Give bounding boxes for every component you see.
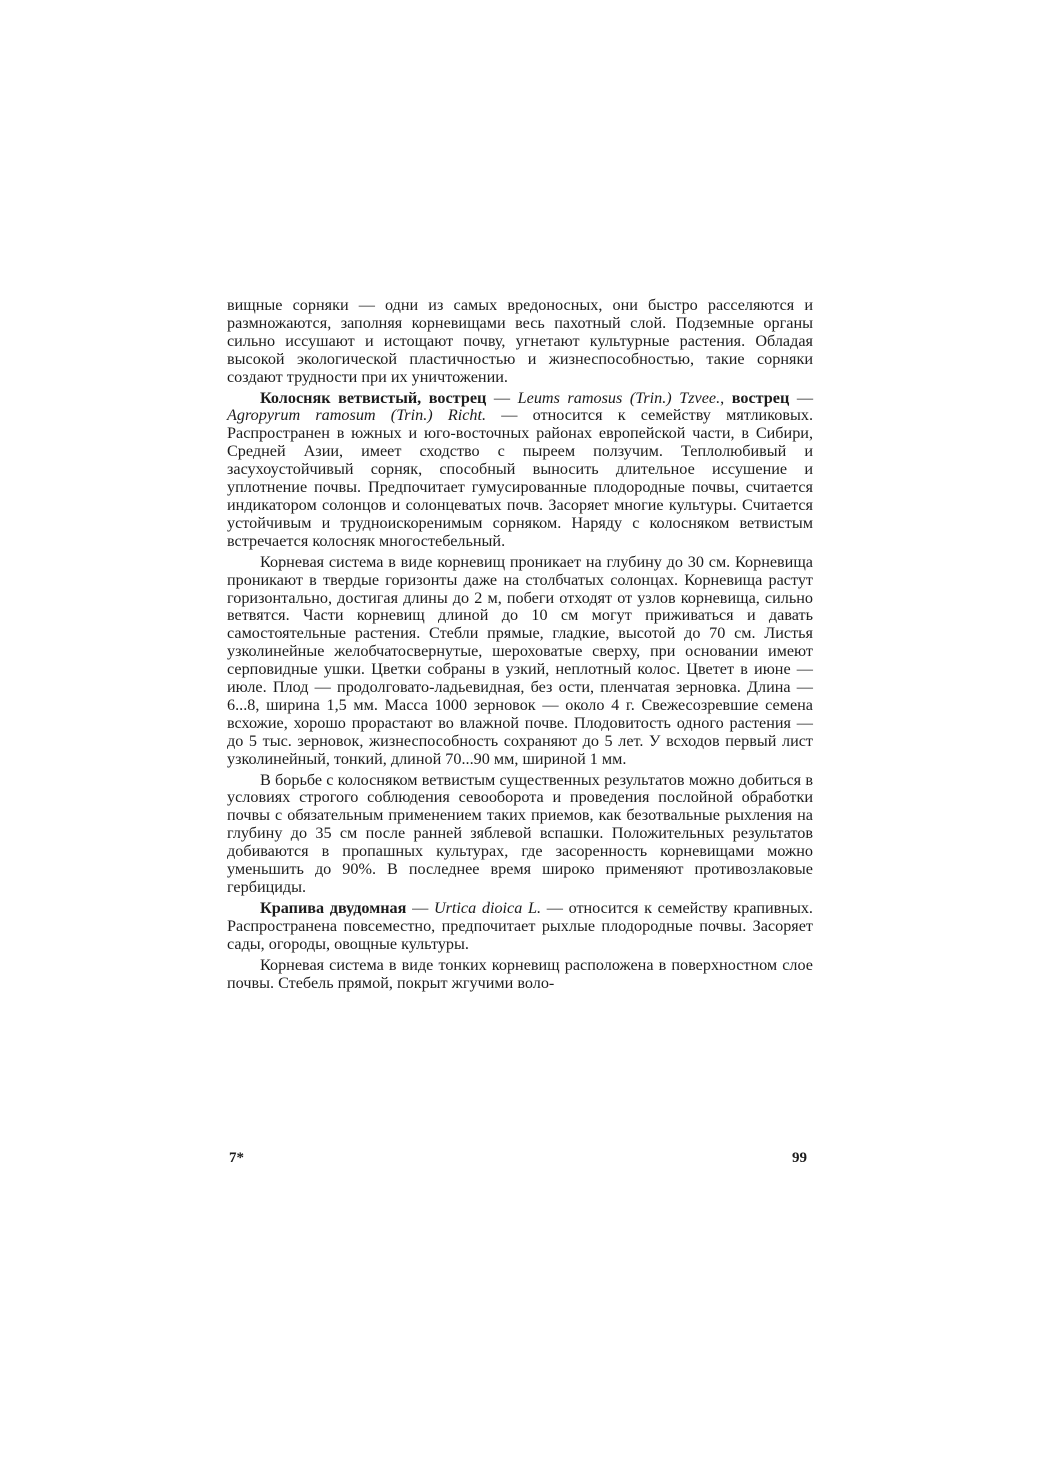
species-heading-kolosnyak: Колосняк ветвистый, вострец	[260, 388, 487, 407]
page-number: 99	[792, 1150, 807, 1166]
page-body	[227, 297, 813, 992]
synonym-heading-vostrets: вострец	[731, 388, 790, 407]
signature-mark: 7*	[229, 1150, 244, 1166]
dash: —	[486, 388, 518, 407]
species-heading-krapiva: Крапива двудомная	[260, 898, 407, 917]
paragraph-krapiva-roots: Корневая система в виде тонких корневищ расположена в поверхностном слое почвы. Стебель прямой, покрыт жгучими воло-	[227, 955, 813, 992]
paragraph-continuation: вищные сорняки — одни из самых вредоносных, они быстро расселяются и размножаются, заполняя корневищами весь пахотный слой. Подземные органы сильно иссушают и истощают почву, угнетают культурные растения. Обладая высокой экологической пластичностью и жизнеспособностью, такие сорняки создают трудности при их уничтожении.	[227, 296, 813, 386]
paragraph-kolosnyak-intro	[227, 390, 813, 551]
dash: —	[406, 898, 434, 917]
intro-text: — относится к семейству мятликовых. Распространен в южных и юго-восточных районах европейской части, в Сибири, Средней Азии, имеет сходство с пыреем ползучим. Теплолюбивый и засухоустойчивый сорняк, способный выносить длительное иссушение и уплотнение почвы. Предпочитает гумусированные плодородные почвы, считается индикатором солонцов и солонцеватых почв. Засоряет многие культуры. Считается устойчивым и трудноискоренимым сорняком. Наряду с колосняком ветвистым встречается колосняк многостебельный.	[227, 406, 814, 550]
latin-name-kolosnyak: Leums ramosus (Trin.) Tzvee.	[517, 388, 721, 407]
dash: —	[789, 388, 814, 407]
intro-text: — относится к семейству крапивных. Распространена повсеместно, предпочитает рыхлые плодородные почвы. Засоряет сады, огороды, овощные культуры.	[227, 898, 813, 953]
paragraph-krapiva-intro	[227, 900, 813, 954]
paragraph-kolosnyak-control: В борьбе с колосняком ветвистым существенных результатов можно добиться в условиях строгого соблюдения севооборота и проведения послойной обработки почвы с обязательным применением таких приемов, как безотвальные рыхления на глубину до 35 см после ранней зяблевой вспашки. Положительных результатов добиваются в пропашных культурах, где засоренность корневищами можно уменьшить до 90%. В последнее время широко применяют противозлаковые гербициды.	[227, 770, 813, 896]
latin-name-urtica: Urtica dioica L.	[433, 898, 542, 917]
comma: ,	[720, 388, 732, 407]
latin-name-agropyrum: Agropyrum ramosum (Trin.) Richt.	[227, 406, 487, 425]
paragraph-kolosnyak-roots: Корневая система в виде корневищ проникает на глубину до 30 см. Корневища проникают в твердые горизонты даже на столбчатых солонцах. Корневища растут горизонтально, достигая длины до 2 м, побеги отходят от узлов корневища, сильно ветвятся. Части корневищ длиной до 10 см могут приживаться и давать самостоятельные растения. Стебли прямые, гладкие, высотой до 70 см. Листья узколинейные желобчатосвернутые, шероховатые сверху, при основании имеют серповидные ушки. Цветки собраны в узкий, неплотный колос. Цветет в июне — июле. Плод — продолговато-ладьевидная, без ости, пленчатая зерновка. Длина — 6...8, ширина 1,5 мм. Масса 1000 зерновок — около 4 г. Свежесозревшие семена всхожие, хорошо прорастают во влажной почве. Плодовитость одного растения — до 5 тыс. зерновок, жизнеспособность сохраняют до 5 лет. У всходов первый лист узколинейный, тонкий, длиной 70...90 мм, шириной 1 мм.	[227, 552, 813, 768]
